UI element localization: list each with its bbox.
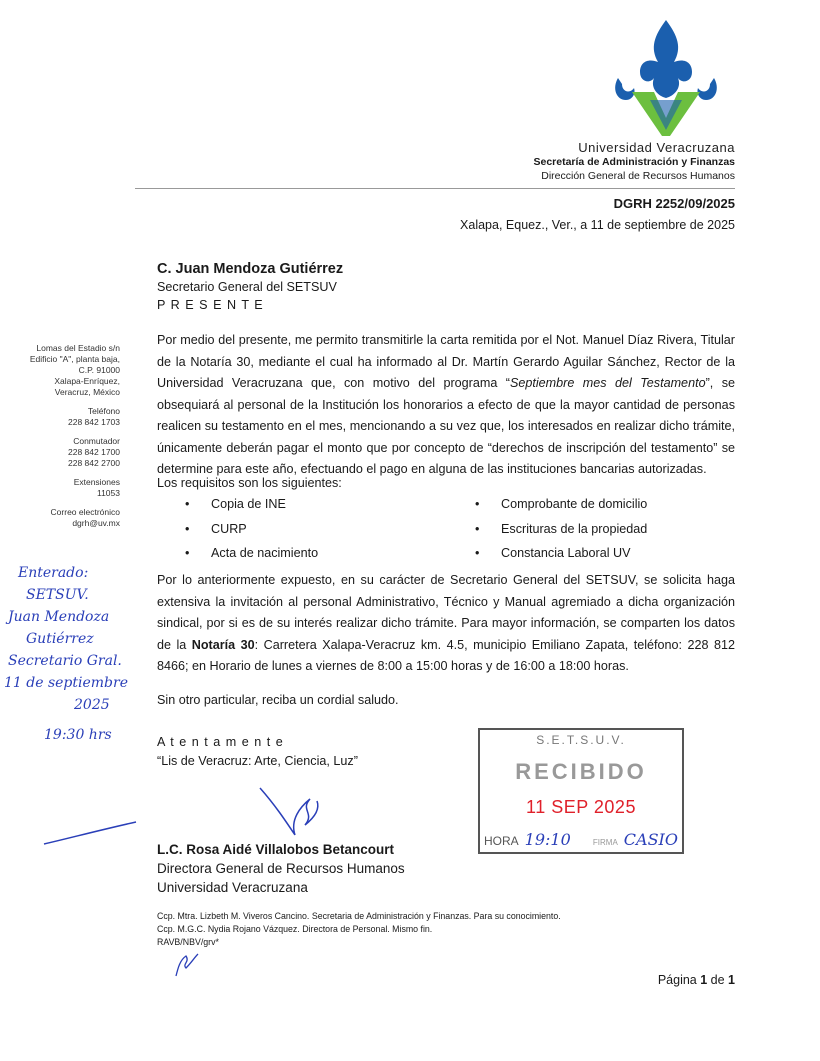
direction: Dirección General de Recursos Humanos	[541, 170, 735, 182]
paragraph-3: Por lo anteriormente expuesto, en su carácter de Secretario General del SETSUV, se solicita haga extensiva la invitación al personal Administrativo, Técnico y Manual agremiado a dicha organización sindical, por si es de su interés realizar dicho trámite. Para mayor información, se comparten los datos de la Notaría 30: Carretera Xalapa-Veracruz km. 4.5, municipio Emiliano Zapata, teléfono: 228 812 8466; en Horario de lunes a viernes de 8:00 a 15:00 horas y de 16:00 a 18:00 horas.	[157, 573, 735, 673]
list-item: • Escrituras de la propiedad	[475, 519, 695, 540]
closing: Sin otro particular, reciba un cordial saludo.	[157, 693, 399, 707]
page-number: Página 1 de 1	[657, 973, 735, 987]
list-item: • CURP	[185, 519, 475, 540]
received-stamp	[478, 728, 684, 854]
ccp-list: Ccp. Mtra. Lizbeth M. Viveros Cancino. Secretaria de Administración y Finanzas. Para su conocimiento. Ccp. M.G.C. Nydia Rojano Vázquez. Directora de Personal. Mismo fin. RAVB/NBV/grv*	[157, 911, 561, 947]
stamp-signature-row: HORA 19:10 FIRMA CASIO	[484, 830, 678, 849]
signatory: L.C. Rosa Aidé Villalobos Betancourt Directora General de Recursos Humanos Universidad Veracruzana	[157, 842, 405, 895]
presente: P R E S E N T E	[157, 298, 264, 312]
handwritten-underline	[40, 818, 140, 848]
university-name: Universidad Veracruzana	[578, 140, 735, 155]
recipient	[157, 260, 735, 314]
stamp-date: 11 SEP 2025	[526, 797, 636, 817]
requirements-list	[185, 494, 685, 564]
address: Lomas del Estadio s/n Edificio "A", planta baja, C.P. 91000 Xalapa-Enríquez, Veracruz, México	[29, 343, 120, 397]
header-divider	[135, 188, 735, 189]
list-item: • Constancia Laboral UV	[475, 543, 695, 564]
initials-scribble	[172, 950, 202, 978]
extensions: Extensiones 11053	[73, 477, 120, 498]
recipient-title: Secretario General del SETSUV	[157, 280, 337, 294]
stamp-org: S.E.T.S.U.V.	[536, 733, 626, 747]
stamp-word: RECIBIDO	[515, 759, 647, 784]
document-reference: DGRH 2252/09/2025	[613, 196, 735, 211]
farewell: A t e n t a m e n t e “Lis de Veracruz: Arte, Ciencia, Luz”	[157, 735, 358, 768]
phone: Teléfono 228 842 1703	[68, 406, 120, 427]
list-item: • Acta de nacimiento	[185, 543, 475, 564]
switchboard: Conmutador 228 842 1700 228 842 2700	[68, 436, 120, 468]
list-item: • Copia de INE	[185, 494, 475, 515]
list-item: • Comprobante de domicilio	[475, 494, 695, 515]
sidebar-contact	[20, 343, 120, 537]
recipient-name: C. Juan Mendoza Gutiérrez	[157, 261, 344, 277]
handwritten-note: Enterado: SETSUV. Juan Mendoza Gutiérrez Secretario Gral. 11 de septiembre 2025 19:30 hrs	[4, 565, 128, 743]
signature-scribble	[255, 785, 325, 837]
paragraph-1: Por medio del presente, me permito transmitirle la carta remitida por el Not. Manuel Díaz Rivera, Titular de la Notaría 30, mediante el cual ha informado al Dr. Martín Gerardo Aguilar Sánchez, Rector de la Universidad Veracruzana que, con motivo del programa “Septiembre mes del Testamento”, se obsequiará al personal de la Institución los honorarios a efecto de que la mayor cantidad de personas realicen su testamento en el mes, mencionando a su vez que, los interesados en realizar dicho trámite, únicamente deberán pagar el monto que por concepto de “derechos de inscripción del testamento” se determine para este año, efectuando el pago en alguna de las instituciones bancarias autorizadas.	[157, 333, 735, 476]
university-logo	[610, 18, 722, 138]
requirements-intro: Los requisitos son los siguientes:	[157, 476, 342, 490]
place-date: Xalapa, Equez., Ver., a 11 de septiembre de 2025	[460, 218, 735, 232]
email: Correo electrónico dgrh@uv.mx	[50, 507, 120, 528]
secretariat: Secretaría de Administración y Finanzas	[533, 156, 735, 168]
